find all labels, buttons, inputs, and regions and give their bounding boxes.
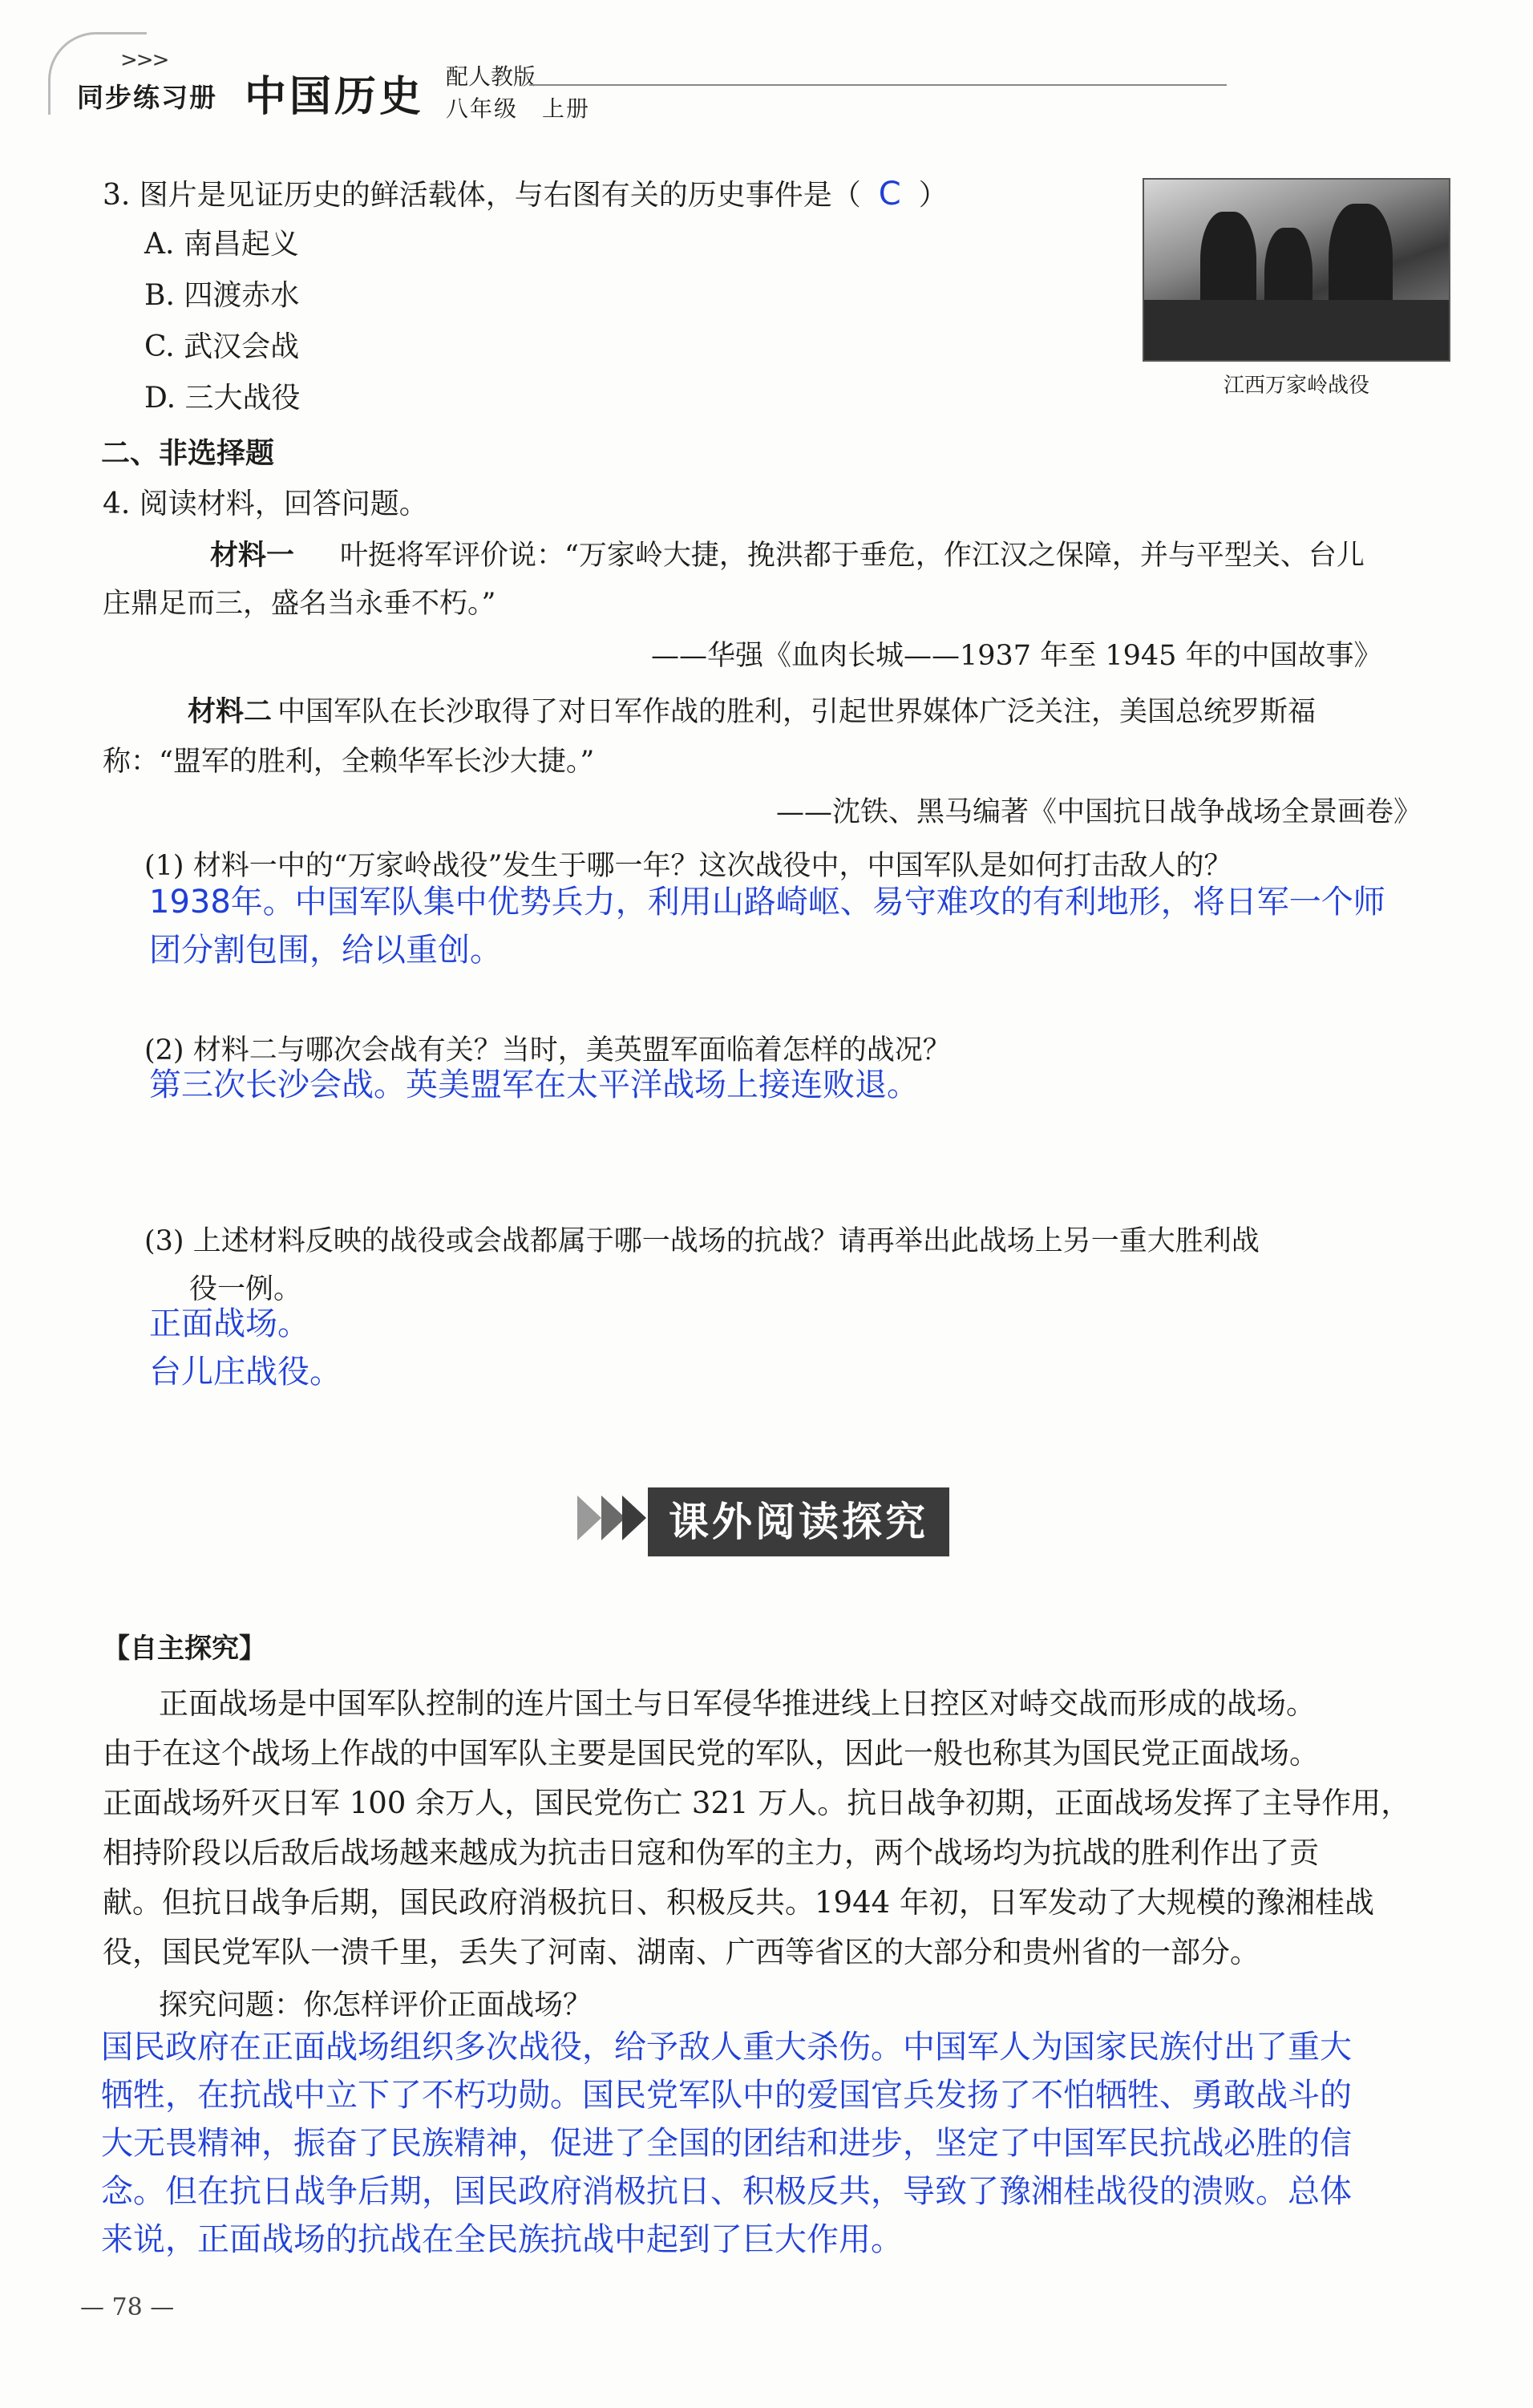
material-2-line1: 中国军队在长沙取得了对日军作战的胜利，引起世界媒体广泛关注，美国总统罗斯福 <box>277 696 1317 728</box>
sub2-answer: 第三次长沙会战。英美盟军在太平洋战场上接连败退。 <box>149 1066 919 1103</box>
sub1-answer-line1: 1938年。中国军队集中优势兵力，利用山路崎岖、易守难攻的有利地形，将日军一个师 <box>149 884 1385 921</box>
battle-photo <box>1143 178 1450 362</box>
reading-answer-line-4: 念。但在抗日战争后期，国民政府消极抗日、积极反共，导致了豫湘桂战役的溃败。总体 <box>101 2173 1352 2210</box>
reading-answer-line-2: 牺牲，在抗战中立下了不朽功勋。国民党军队中的爱国官兵发扬了不怕牺牲、勇敢战斗的 <box>101 2077 1352 2114</box>
reading-question: 探究问题：你怎样评价正面战场？ <box>159 1989 593 2022</box>
q3-option-d: D. 三大战役 <box>144 382 301 415</box>
material-1-line2: 庄鼎足而三，盛名当永垂不朽。” <box>103 588 496 620</box>
sub3-question-line2: 役一例。 <box>189 1273 302 1305</box>
sub3-answer-line2: 台儿庄战役。 <box>149 1354 342 1390</box>
sub3-answer-line1: 正面战场。 <box>149 1305 309 1342</box>
material-2-label: 材料二 <box>188 695 273 728</box>
grade-label: 八年级 上册 <box>446 95 591 122</box>
reading-banner-title: 课外阅读探究 <box>648 1487 949 1556</box>
sub1-question: (1) 材料一中的“万家岭战役”发生于哪一年？这次战役中，中国军队是如何打击敌人的？ <box>144 850 1232 882</box>
book-title: 同步练习册 <box>77 82 217 113</box>
page-number: — 78 — <box>80 2293 175 2321</box>
reading-line-5: 献。但抗日战争后期，国民政府消极抗日、积极反共。1944 年初，日军发动了大规模的豫湘桂战 <box>103 1885 1374 1920</box>
material-1-label: 材料一 <box>210 539 295 572</box>
subject-title: 中国历史 <box>245 72 425 121</box>
q3-option-a: A. 南昌起义 <box>144 228 299 261</box>
material-1-line1: 叶挺将军评价说：“万家岭大捷，挽洪都于垂危，作江汉之保障，并与平型关、台儿 <box>340 540 1365 572</box>
reading-line-6: 役，国民党军队一溃千里，丢失了河南、湖南、广西等省区的大部分和贵州省的一部分。 <box>103 1935 1260 1969</box>
q3-option-c: C. 武汉会战 <box>144 330 300 363</box>
reading-answer-line-1: 国民政府在正面战场组织多次战役，给予敌人重大杀伤。中国军人为国家民族付出了重大 <box>101 2029 1352 2066</box>
photo-caption: 江西万家岭战役 <box>1223 374 1369 398</box>
reading-line-2: 由于在这个战场上作战的中国军队主要是国民党的军队，因此一般也称其为国民党正面战场。 <box>103 1736 1319 1771</box>
q3-option-b: B. 四渡赤水 <box>144 279 300 312</box>
reading-label: 【自主探究】 <box>103 1633 266 1665</box>
header-arrows: >>> <box>120 48 168 72</box>
sub2-question: (2) 材料二与哪次会战有关？当时，美英盟军面临着怎样的战况？ <box>144 1034 951 1066</box>
sub1-answer-line2: 团分割包围，给以重创。 <box>149 932 502 969</box>
reading-banner <box>576 1487 949 1556</box>
reading-answer-line-5: 来说，正面战场的抗战在全民族抗战中起到了巨大作用。 <box>101 2221 903 2258</box>
header-rule <box>529 84 1227 86</box>
q4-stem: 4. 阅读材料，回答问题。 <box>103 488 428 520</box>
material-1-source: ——华强《血肉长城——1937 年至 1945 年的中国故事》 <box>651 640 1382 672</box>
q3-answer: C <box>878 176 901 212</box>
reading-line-3: 正面战场歼灭日军 100 余万人，国民党伤亡 321 万人。抗日战争初期，正面战场发挥了主导作用， <box>103 1786 1411 1820</box>
material-2-source: ——沈铁、黑马编著《中国抗日战争战场全景画卷》 <box>776 796 1422 828</box>
sub3-question-line1: (3) 上述材料反映的战役或会战都属于哪一战场的抗战？请再举出此战场上另一重大胜利战 <box>144 1225 1260 1257</box>
reading-answer-line-3: 大无畏精神，振奋了民族精神，促进了全国的团结和进步，坚定了中国军民抗战必胜的信 <box>101 2125 1352 2162</box>
reading-line-1: 正面战场是中国军队控制的连片国土与日军侵华推进线上日控区对峙交战而形成的战场。 <box>159 1686 1316 1721</box>
q3-stem: 3. 图片是见证历史的鲜活载体，与右图有关的历史事件是（ C ） <box>103 176 948 212</box>
section-title: 二、非选择题 <box>101 436 275 470</box>
reading-line-4: 相持阶段以后敌后战场越来越成为抗击日寇和伪军的主力，两个战场均为抗战的胜利作出了贡 <box>103 1835 1319 1870</box>
edition-label: 配人教版 <box>446 63 536 90</box>
material-2-line2: 称：“盟军的胜利，全赖华军长沙大捷。” <box>103 746 595 778</box>
